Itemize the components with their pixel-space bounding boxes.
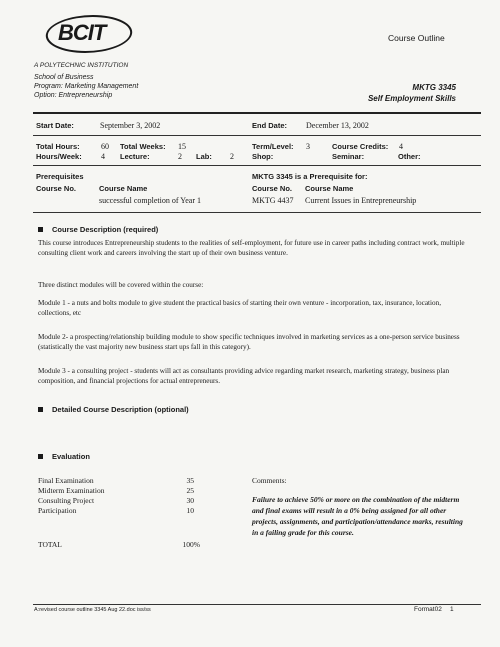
start-date-label: Start Date:: [36, 121, 74, 130]
description-paragraph-5: Module 3 - a consulting project - students will act as consultants providing advice regarding market research, marketing strategy, business plan composition, and financial projections for actual entrepreneurs.: [38, 367, 450, 385]
dates-rule: [33, 135, 481, 136]
footer-file: A:revised course outline 3345 Aug 22.doc iss/ss: [34, 607, 151, 613]
comments-text: Failure to achieve 50% or more on the combination of the midterm and final exams will result in a 0% being assigned for all other projects, assignments, and participation/attendance marks, resulting in a failing grade for this course.: [252, 495, 463, 537]
seminar-label: Seminar:: [332, 152, 365, 161]
eval-item-value: 10: [186, 506, 194, 515]
footer-rule: [33, 604, 481, 605]
option: Option: Entrepreneurship: [34, 92, 113, 99]
institution: A POLYTECHNIC INSTITUTION: [34, 62, 129, 69]
lab-hours: 2: [230, 152, 234, 161]
eval-item-label: Participation: [38, 506, 77, 515]
end-date: December 13, 2002: [306, 121, 369, 130]
term-level-label: Term/Level:: [252, 142, 294, 151]
course-code: MKTG 3345: [412, 83, 456, 92]
evaluation-bullet: [38, 454, 43, 459]
eval-item-value: 25: [186, 486, 194, 495]
description-bullet: [38, 227, 43, 232]
prereq-for-course-no-label: Course No.: [252, 184, 293, 193]
end-date-label: End Date:: [252, 121, 288, 130]
detailed-heading: Detailed Course Description (optional): [52, 405, 189, 414]
start-date: September 3, 2002: [100, 121, 161, 130]
prereq-course-no-label: Course No.: [36, 184, 77, 193]
program: Program: Marketing Management: [34, 83, 139, 90]
detailed-bullet: [38, 407, 43, 412]
hours-week-label: Hours/Week:: [36, 152, 82, 161]
prereq-for-course-no: MKTG 4437: [252, 196, 294, 205]
other-label: Other:: [398, 152, 421, 161]
term-level: 3: [306, 142, 310, 151]
eval-item-value: 30: [186, 496, 194, 505]
prereq-rule: [33, 212, 481, 213]
comments-label: Comments:: [252, 476, 287, 485]
eval-item-label: Midterm Examination: [38, 486, 105, 495]
eval-total-value: 100%: [182, 540, 200, 549]
description-paragraph-1: This course introduces Entrepreneurship students to the realities of self-employment, for future use in career paths including contract work, multiple consulting client work and careers involving the start up of their own business venture.: [38, 239, 465, 257]
evaluation-heading: Evaluation: [52, 452, 90, 461]
prereq-course-name: successful completion of Year 1: [99, 196, 201, 205]
bcit-logo-text: BCIT: [58, 20, 106, 45]
description-paragraph-2: Three distinct modules will be covered within the course:: [38, 281, 204, 289]
course-title: Self Employment Skills: [367, 94, 456, 103]
header-rule: [33, 112, 481, 114]
total-hours: 60: [101, 142, 109, 151]
total-hours-label: Total Hours:: [36, 142, 80, 151]
school: School of Business: [34, 74, 94, 81]
eval-item-label: Final Examination: [38, 476, 94, 485]
lecture-hours: 2: [178, 152, 182, 161]
lab-label: Lab:: [196, 152, 212, 161]
description-heading: Course Description (required): [52, 225, 159, 234]
total-weeks-label: Total Weeks:: [120, 142, 166, 151]
eval-total-label: TOTAL: [38, 540, 62, 549]
prereq-for-course-name: Current Issues in Entrepreneurship: [305, 196, 417, 205]
course-credits: 4: [399, 142, 403, 151]
prereq-heading: Prerequisites: [36, 172, 84, 181]
footer-form: Format02: [414, 606, 442, 613]
description-paragraph-4: Module 2- a prospecting/relationship building module to show specific techniques involved in marketing services as a one-person service business (statistically the vast majority new business start ups fall in this category).: [38, 333, 460, 351]
prereq-for-heading: MKTG 3345 is a Prerequisite for:: [252, 172, 368, 181]
total-weeks: 15: [178, 142, 186, 151]
doc-type: Course Outline: [388, 33, 445, 43]
description-paragraph-3: Module 1 - a nuts and bolts module to give student the practical basics of starting their own venture - incorporation, tax, insurance, location, collections, etc: [38, 299, 441, 317]
eval-item-label: Consulting Project: [38, 496, 95, 505]
hours-rule: [33, 165, 481, 166]
footer-page-number: 1: [450, 606, 454, 613]
shop-label: Shop:: [252, 152, 274, 161]
lecture-label: Lecture:: [120, 152, 150, 161]
prereq-for-course-name-label: Course Name: [305, 184, 354, 193]
eval-item-value: 35: [186, 476, 194, 485]
prereq-course-name-label: Course Name: [99, 184, 148, 193]
course-credits-label: Course Credits:: [332, 142, 389, 151]
hours-week: 4: [101, 152, 105, 161]
